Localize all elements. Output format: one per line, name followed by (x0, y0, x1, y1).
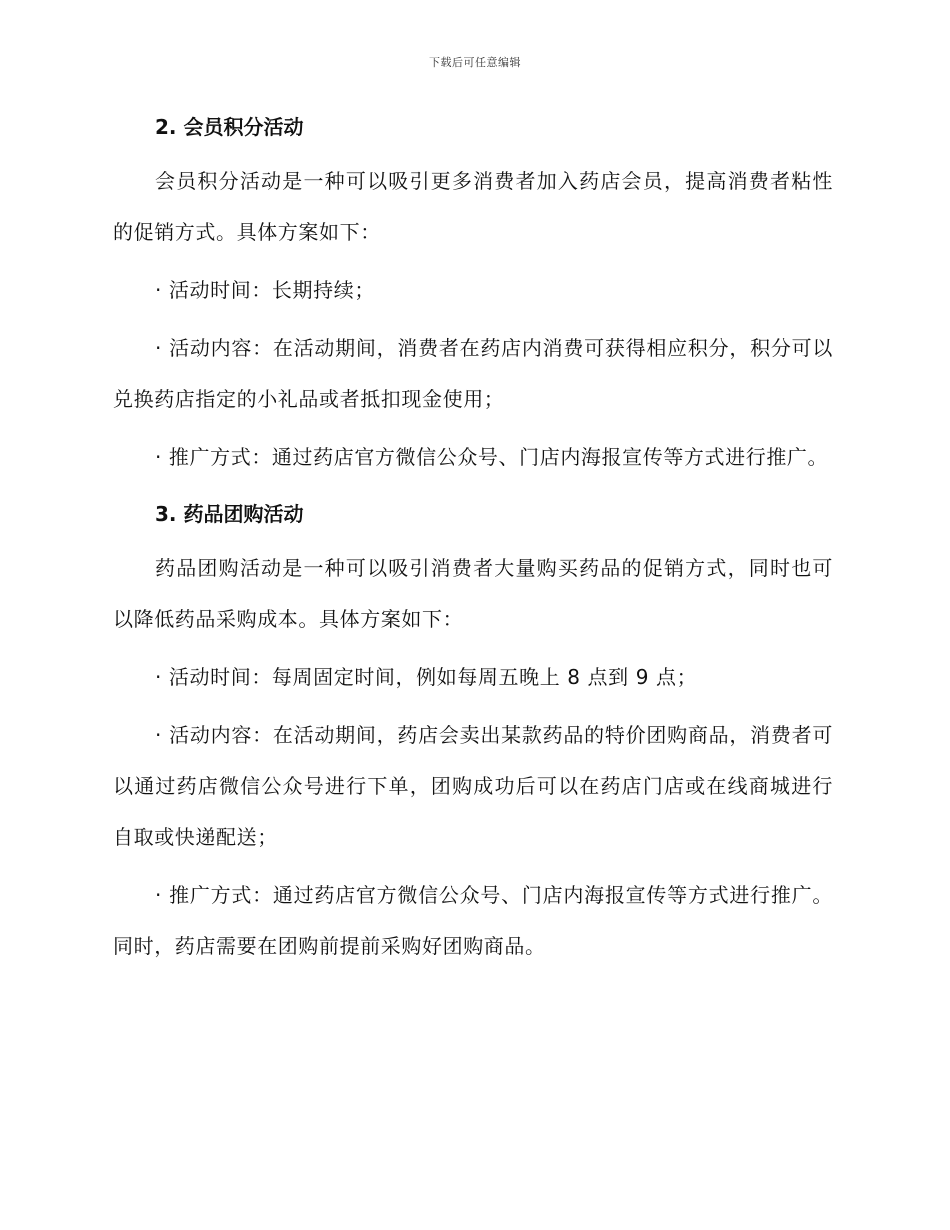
section-member-points (113, 110, 833, 483)
section-intro: 会员积分活动是一种可以吸引更多消费者加入药店会员，提高消费者粘性的促销方式。具体方案如下： (113, 169, 833, 244)
bullet-item: · 活动时间：长期持续； (155, 278, 375, 302)
bullet-item: · 活动时间：每周固定时间，例如每周五晚上 8 点到 9 点； (155, 665, 698, 689)
section-intro: 药品团购活动是一种可以吸引消费者大量购买药品的促销方式，同时也可以降低药品采购成本。具体方案如下： (113, 556, 833, 631)
document-body (113, 110, 833, 972)
section-heading: 3. 药品团购活动 (155, 502, 304, 526)
bullet-item: · 推广方式：通过药店官方微信公众号、门店内海报宣传等方式进行推广。 (155, 445, 829, 469)
bullet-item: · 活动内容：在活动期间，药店会卖出某款药品的特价团购商品，消费者可以通过药店微信公众号进行下单，团购成功后可以在药店门店或在线商城进行自取或快递配送； (113, 723, 833, 849)
section-group-buy (113, 497, 833, 972)
bullet-item: · 活动内容：在活动期间，消费者在药店内消费可获得相应积分，积分可以兑换药店指定的小礼品或者抵扣现金使用； (113, 336, 833, 411)
section-spacer (113, 483, 833, 497)
page-header: 下载后可任意编辑 (429, 56, 521, 69)
section-heading: 2. 会员积分活动 (155, 115, 304, 139)
bullet-item: · 推广方式：通过药店官方微信公众号、门店内海报宣传等方式进行推广。同时，药店需要在团购前提前采购好团购商品。 (113, 883, 833, 958)
